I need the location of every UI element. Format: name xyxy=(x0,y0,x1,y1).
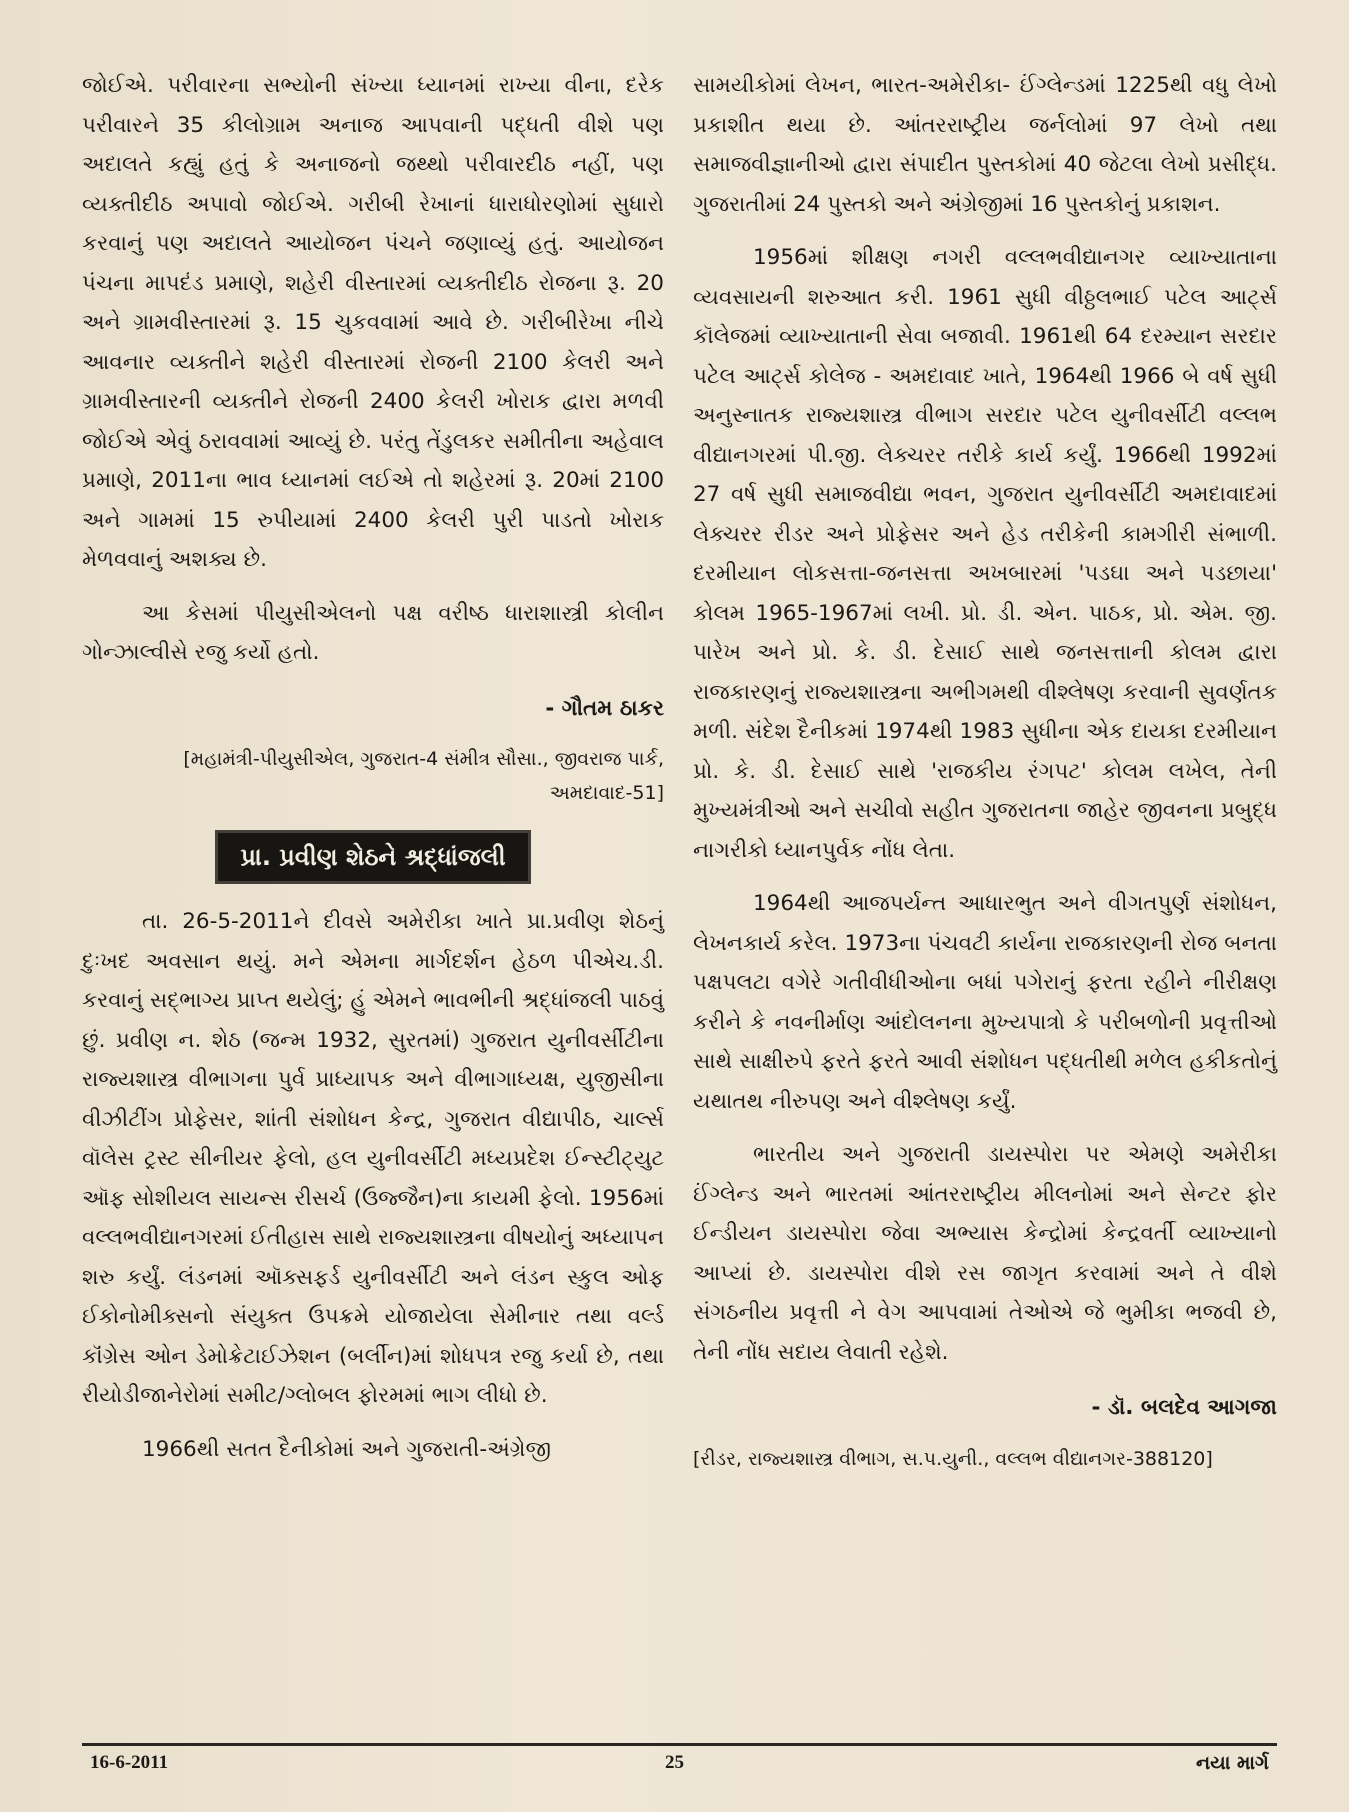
paragraph: ભારતીય અને ગુજરાતી ડાયસ્પોરા પર એમણે અમેરીકા ઈંગ્લેન્ડ અને ભારતમાં આંતરરાષ્ટ્રીય મીલનોમાં અને સેન્ટર ફોર ઈન્ડીયન ડાયસ્પોરા જેવા અભ્યાસ કેન્દ્રોમાં કેન્દ્રવર્તી વ્યાખ્યાનો આપ્યાં છે. ડાયસ્પોરા વીશે રસ જાગૃત કરવામાં અને તે વીશે સંગઠનીય પ્રવૃત્તી ને વેગ આપવામાં તેઓએ જે ભુમીકા ભજવી છે, તેની નોંધ સદાય લેવાતી રહેશે. xyxy=(693,1142,1277,1365)
right-column xyxy=(693,66,1277,1476)
section-heading-wrap xyxy=(82,830,664,884)
author-signature: - ગૌતમ ઠાકર xyxy=(545,695,664,721)
footer-rule xyxy=(82,1743,1277,1746)
paragraph: 1956માં શીક્ષણ નગરી વલ્લભવીદ્યાનગર વ્યાખ્યાતાના વ્યવસાયની શરુઆત કરી. 1961 સુધી વીઠ્ઠલભાઈ પટેલ આર્ટ્સ કૉલેજમાં વ્યાખ્યાતાની સેવા બજાવી. 1961થી 64 દરમ્યાન સરદાર પટેલ આર્ટ્સ કોલેજ - અમદાવાદ ખાતે, 1964થી 1966 બે વર્ષ સુધી અનુસ્નાતક રાજ્યશાસ્ત્ર વીભાગ સરદાર પટેલ યુનીવર્સીટી વલ્લભ વીદ્યાનગરમાં પી.જી. લેક્ચરર તરીકે કાર્ય કર્યું. 1966થી 1992માં 27 વર્ષ સુધી સમાજવીદ્યા ભવન, ગુજરાત યુનીવર્સીટી અમદાવાદમાં લેક્ચરર રીડર અને પ્રોફેસર અને હેડ તરીકેની કામગીરી સંભાળી. દરમીયાન લોકસત્તા-જનસત્તા અખબારમાં 'પડઘા અને પડછાયા' કોલમ 1965-1967માં લખી. પ્રો. ડી. એન. પાઠક, પ્રો. એમ. જી. પારેખ અને પ્રો. કે. ડી. દેસાઈ સાથે જનસત્તાની કોલમ દ્વારા રાજકારણનું રાજ્યશાસ્ત્રના અભીગમથી વીશ્લેષણ કરવાની સુવર્ણતક મળી. સંદેશ દૈનીકમાં 1974થી 1983 સુધીના એક દાયકા દરમીયાન પ્રો. કે. ડી. દેસાઈ સાથે 'રાજકીય રંગપટ' કોલમ લખેલ, તેની મુખ્યમંત્રીઓ અને સચીવો સહીત ગુજરાતના જાહેર જીવનના પ્રબુદ્ધ નાગરીકો ધ્યાનપુર્વક નોંધ લેતા. xyxy=(693,245,1277,863)
address-line: [મહામંત્રી-પીયુસીએલ, ગુજરાત-4 સંમીત્ર સૌસા., જીવરાજ પાર્ક, xyxy=(183,748,664,770)
paragraph: તા. 26-5-2011ને દીવસે અમેરીકા ખાતે પ્રા.પ્રવીણ શેઠનું દુઃખદ અવસાન થયું. મને એમના માર્ગદર્શન હેઠળ પીએચ.ડી. કરવાનું સદ્ભાગ્ય પ્રાપ્ત થયેલું; હું એમને ભાવભીની શ્રદ્ધાંજલી પાઠવું છું. પ્રવીણ ન. શેઠ (જન્મ 1932, સુરતમાં) ગુજરાત યુનીવર્સીટીના રાજ્યશાસ્ત્ર વીભાગના પુર્વ પ્રાધ્યાપક અને વીભાગાધ્યક્ષ, યુજીસીના વીઝીટીંગ પ્રોફેસર, શાંતી સંશોધન કેન્દ્ર, ગુજરાત વીદ્યાપીઠ, ચાર્લ્સ વૉલેસ ટ્રસ્ટ સીનીયર ફેલો, હલ યુનીવર્સીટી મધ્યપ્રદેશ ઈન્સ્ટીટ્યુટ ઑફ સોશીયલ સાયન્સ રીસર્ચ (ઉજ્જૈન)ના કાયમી ફેલો. 1956માં વલ્લભવીદ્યાનગરમાં ઈતીહાસ સાથે રાજ્યશાસ્ત્રના વીષયોનું અધ્યાપન શરુ કર્યું. લંડનમાં ઑક્સફર્ડ યુનીવર્સીટી અને લંડન સ્કુલ ઓફ ઈકોનોમીક્સનો સંયુક્ત ઉપક્રમે યોજાયેલા સેમીનાર તથા વર્લ્ડ કૉંગ્રેસ ઓન ડેમોક્રેટાઈઝેશન (બર્લીન)માં શોધપત્ર રજુ કર્યા છે, તથા રીયોડીજાનેરોમાં સમીટ/ગ્લોબલ ફોરમમાં ભાગ લીધો છે. xyxy=(82,909,665,1408)
page-number: 25 xyxy=(665,1752,684,1773)
paragraph: જોઈએ. પરીવારના સભ્યોની સંખ્યા ધ્યાનમાં રાખ્યા વીના, દરેક પરીવારને 35 કીલોગ્રામ અનાજ આપવાની પદ્ધતી વીશે પણ અદાલતે કહ્યું હતું કે અનાજનો જથ્થો પરીવારદીઠ નહીં, પણ વ્યક્તીદીઠ અપાવો જોઈએ. ગરીબી રેખાનાં ધારાધોરણોમાં સુધારો કરવાનું પણ અદાલતે આયોજન પંચને જણાવ્યું હતું. આયોજન પંચના માપદંડ પ્રમાણે, શહેરી વીસ્તારમાં વ્યક્તીદીઠ રોજના રૂ. 20 અને ગ્રામવીસ્તારમાં રૂ. 15 ચુકવવામાં આવે છે. ગરીબીરેખા નીચે આવનાર વ્યક્તીને શહેરી વીસ્તારમાં રોજની 2100 કેલરી અને ગ્રામવીસ્તારની વ્યક્તીને રોજની 2400 કેલરી ખોરાક દ્વારા મળવી જોઈએ એવું ઠરાવવામાં આવ્યું છે. પરંતુ તેંડુલકર સમીતીના અહેવાલ પ્રમાણે, 2011ના ભાવ ધ્યાનમાં લઈએ તો શહેરમાં રૂ. 20માં 2100 અને ગામમાં 15 રુપીયામાં 2400 કેલરી પુરી પાડતો ખોરાક મેળવવાનું અશક્ય છે. xyxy=(82,73,664,572)
left-column xyxy=(82,66,664,1469)
address-line: અમદાવાદ-51] xyxy=(549,782,664,804)
paragraph: આ કેસમાં પીયુસીએલનો પક્ષ વરીષ્ઠ ધારાશાસ્ત્રી કોલીન ગોન્ઝાલ્વીસે રજુ કર્યો હતો. xyxy=(82,600,664,665)
magazine-name: નયા માર્ગ xyxy=(1196,1752,1269,1774)
author-signature: - ડૉ. બલદેવ આગજા xyxy=(1091,1395,1277,1420)
paragraph: 1966થી સતત દૈનીકોમાં અને ગુજરાતી-અંગ્રેજી xyxy=(142,1436,551,1462)
author-address: [રીડર, રાજ્યશાસ્ત્ર વીભાગ, સ.પ.યુની., વલ્લભ વીદ્યાનગર-388120] xyxy=(693,1447,1213,1470)
paragraph: 1964થી આજપર્યન્ત આધારભુત અને વીગતપુર્ણ સંશોધન, લેખનકાર્ય કરેલ. 1973ના પંચવટી કાર્યના રાજકારણની રોજ બનતા પક્ષપલટા વગેરે ગતીવીધીઓના બધાં પગેરાનું ફરતા રહીને નીરીક્ષણ કરીને કે નવનીર્માણ આંદોલનના મુખ્યપાત્રો કે પરીબળોની પ્રવૃત્તીઓ સાથે સાક્ષીરુપે ફરતે ફરતે આવી સંશોધન પદ્ધતીથી મળેલ હકીકતોનું યથાતથ નીરુપણ અને વીશ્લેષણ કર્યું. xyxy=(693,891,1277,1114)
paragraph: સામયીકોમાં લેખન, ભારત-અમેરીકા- ઈંગ્લેન્ડમાં 1225થી વધુ લેખો પ્રકાશીત થયા છે. આંતરરાષ્ટ્રીય જર્નલોમાં 97 લેખો તથા સમાજવીજ્ઞાનીઓ દ્વારા સંપાદીત પુસ્તકોમાં 40 જેટલા લેખો પ્રસીદ્ધ. ગુજરાતીમાં 24 પુસ્તકો અને અંગ્રેજીમાં 16 પુસ્તકોનું પ્રકાશન. xyxy=(693,73,1277,217)
section-heading: પ્રા. પ્રવીણ શેઠને શ્રદ્ધાંજલી xyxy=(215,830,530,884)
issue-date: 16-6-2011 xyxy=(90,1752,169,1773)
author-address xyxy=(82,742,664,810)
